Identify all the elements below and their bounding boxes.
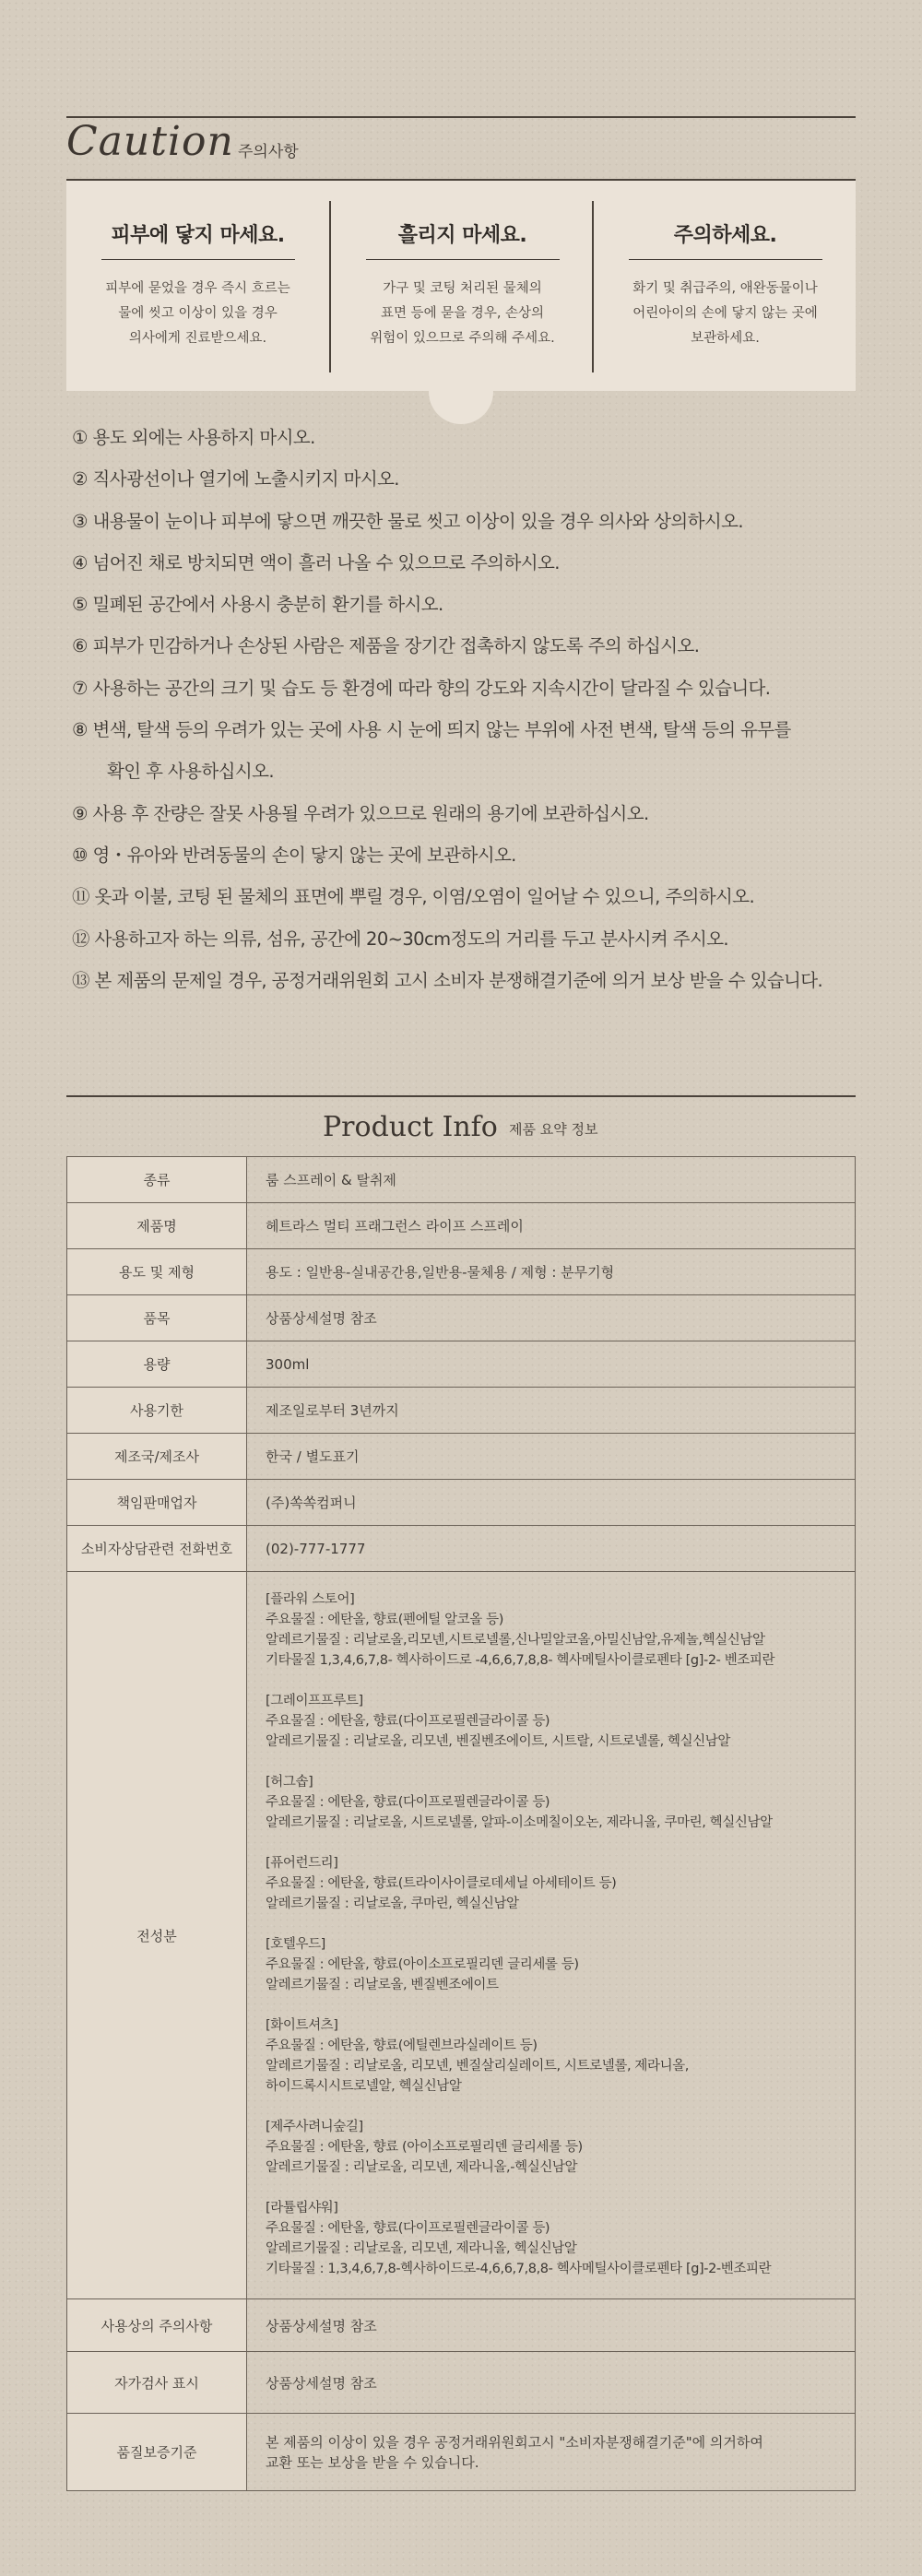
caution-notes-list bbox=[72, 417, 883, 1001]
note-item: ⑪ 옷과 이불, 코팅 된 물체의 표면에 뿌릴 경우, 이염/오염이 일어날 수 있으니, 주의하시오. bbox=[72, 886, 755, 908]
row-value: 상품상세설명 참조 bbox=[247, 2299, 856, 2352]
heading-underline bbox=[629, 259, 822, 260]
row-key: 용량 bbox=[67, 1341, 247, 1388]
ingredient-line: 주요물질 : 에탄올, 향료(다이프로필렌글라이콜 등) bbox=[266, 1714, 550, 1729]
ingredient-group bbox=[266, 1853, 854, 1914]
row-key: 품질보증기준 bbox=[67, 2414, 247, 2491]
ingredient-group bbox=[266, 2198, 854, 2279]
row-value: 상품상세설명 참조 bbox=[247, 1295, 856, 1341]
row-value: (02)-777-1777 bbox=[247, 1526, 856, 1572]
heading-underline bbox=[366, 259, 560, 260]
ingredient-line: [플라워 스토어] bbox=[266, 1592, 355, 1607]
table-row bbox=[67, 1526, 856, 1572]
row-key: 종류 bbox=[67, 1157, 247, 1203]
ingredient-group bbox=[266, 2015, 854, 2097]
table-row bbox=[67, 1480, 856, 1526]
ingredient-line: [제주사려니숲길] bbox=[266, 2120, 363, 2134]
product-info-subtitle: 제품 요약 정보 bbox=[509, 1121, 598, 1138]
row-value: 본 제품의 이상이 있을 경우 공정거래위원회고시 "소비자분쟁해결기준"에 의거하여 교환 또는 보상을 받을 수 있습니다. bbox=[247, 2414, 856, 2491]
caution-body: 화기 및 취급주의, 애완동물이나 어린아이의 손에 닿지 않는 곳에 보관하세요. bbox=[632, 281, 818, 346]
product-info-title: Product Info bbox=[323, 1111, 498, 1143]
note-item: ⑦ 사용하는 공간의 크기 및 습도 등 환경에 따라 향의 강도와 지속시간이 달라질 수 있습니다. bbox=[72, 677, 771, 699]
ingredient-line: 알레르기물질 : 리날로올, 벤질벤조에이트 bbox=[266, 1978, 499, 1992]
row-value: 헤트라스 멀티 프래그런스 라이프 스프레이 bbox=[247, 1203, 856, 1249]
row-key: 자가검사 표시 bbox=[67, 2352, 247, 2414]
note-item: ⑫ 사용하고자 하는 의류, 섬유, 공간에 20~30cm정도의 거리를 두고 분사시켜 주시오. bbox=[72, 928, 729, 950]
product-info-rule bbox=[66, 1095, 856, 1097]
ingredient-line: 주요물질 : 에탄올, 향료 (아이소프로필리덴 글리세롤 등) bbox=[266, 2140, 583, 2155]
table-row bbox=[67, 1434, 856, 1480]
caution-col-careful bbox=[594, 181, 857, 391]
row-key: 용도 및 제형 bbox=[67, 1249, 247, 1295]
table-row bbox=[67, 2352, 856, 2414]
row-key: 책임판매업자 bbox=[67, 1480, 247, 1526]
heading-underline bbox=[101, 259, 295, 260]
ingredient-line: 주요물질 : 에탄올, 향료(에틸렌브라실레이트 등) bbox=[266, 2038, 538, 2053]
ingredient-group bbox=[266, 2117, 854, 2178]
row-key: 제조국/제조사 bbox=[67, 1434, 247, 1480]
ingredient-line: 알레르기물질 : 리날로올, 리모넨, 제라니올, 헥실신남알 bbox=[266, 2241, 577, 2256]
row-value: 제조일로부터 3년까지 bbox=[247, 1388, 856, 1434]
table-row bbox=[67, 1249, 856, 1295]
caution-body: 가구 및 코팅 처리된 물체의 표면 등에 묻을 경우, 손상의 위험이 있으므로 주의해 주세요. bbox=[370, 281, 555, 346]
row-key: 사용상의 주의사항 bbox=[67, 2299, 247, 2352]
ingredient-line: 알레르기물질 : 리날로올, 쿠마린, 헥실신남알 bbox=[266, 1897, 519, 1911]
row-key: 사용기한 bbox=[67, 1388, 247, 1434]
table-row bbox=[67, 1157, 856, 1203]
table-row bbox=[67, 2299, 856, 2352]
row-value: 상품상세설명 참조 bbox=[247, 2352, 856, 2414]
note-item: ⑤ 밀폐된 공간에서 사용시 충분히 환기를 하시오. bbox=[72, 594, 443, 616]
ingredient-line: 알레르기물질 : 리날로올, 리모넨, 제라니올,-헥실신남알 bbox=[266, 2160, 578, 2175]
ingredient-group bbox=[266, 1691, 854, 1752]
note-text: ⑧ 변색, 탈색 등의 우려가 있는 곳에 사용 시 눈에 띄지 않는 부위에 사전 변색, 탈색 등의 유무를 bbox=[72, 719, 791, 741]
note-item: ⑨ 사용 후 잔량은 잘못 사용될 우려가 있으므로 원래의 용기에 보관하십시오. bbox=[72, 802, 649, 824]
row-value: 한국 / 별도표기 bbox=[247, 1434, 856, 1480]
ingredient-line: 주요물질 : 에탄올, 향료(펜에틸 알코올 등) bbox=[266, 1613, 503, 1627]
ingredient-group bbox=[266, 1772, 854, 1833]
table-row bbox=[67, 1341, 856, 1388]
caution-heading: 주의하세요. bbox=[673, 224, 777, 247]
ingredient-line: 기타물질 1,3,4,6,7,8- 헥사하이드로 -4,6,6,7,8,8- 헥사메틸사이클로펜타 [g]-2- 벤조피란 bbox=[266, 1653, 775, 1668]
ingredient-line: 알레르기물질 : 리날로올, 리모넨, 벤질살리실레이트, 시트로넬롤, 제라니올, bbox=[266, 2059, 689, 2074]
ingredient-line: 하이드록시시트로넬알, 헥실신남알 bbox=[266, 2079, 462, 2094]
row-key: 전성분 bbox=[67, 1572, 247, 2299]
table-row bbox=[67, 1203, 856, 1249]
caution-heading: 흘리지 마세요. bbox=[397, 224, 527, 247]
ingredient-line: 기타물질 : 1,3,4,6,7,8-헥사하이드로-4,6,6,7,8,8- 헥사메틸사이클로펜타 [g]-2-벤조피란 bbox=[266, 2262, 772, 2276]
product-info-table bbox=[66, 1156, 856, 2491]
ingredient-line: [퓨어런드리] bbox=[266, 1856, 338, 1871]
ingredient-line: 주요물질 : 에탄올, 향료(다이프로필렌글라이콜 등) bbox=[266, 1795, 550, 1810]
row-value: 룸 스프레이 & 탈취제 bbox=[247, 1157, 856, 1203]
ingredient-line: [그레이프프루트] bbox=[266, 1694, 363, 1708]
note-item: ③ 내용물이 눈이나 피부에 닿으면 깨끗한 물로 씻고 이상이 있을 경우 의사와 상의하시오. bbox=[72, 510, 743, 532]
row-key: 제품명 bbox=[67, 1203, 247, 1249]
ingredient-line: 알레르기물질 : 리날로올, 시트로넬롤, 알파-이소메칠이오논, 제라니올, 쿠마린, 헥실신남알 bbox=[266, 1815, 773, 1830]
note-item: ① 용도 외에는 사용하지 마시오. bbox=[72, 427, 315, 448]
caution-box bbox=[66, 181, 856, 391]
row-value: 300ml bbox=[247, 1341, 856, 1388]
row-key: 품목 bbox=[67, 1295, 247, 1341]
table-row bbox=[67, 2414, 856, 2491]
ingredient-group bbox=[266, 1589, 854, 1671]
ingredient-line: [화이트셔츠] bbox=[266, 2018, 338, 2033]
ingredient-line: [호텔우드] bbox=[266, 1937, 325, 1952]
note-item: ⑥ 피부가 민감하거나 손상된 사람은 제품을 장기간 접촉하지 않도록 주의 하십시오. bbox=[72, 635, 700, 657]
ingredient-line: [허그솝] bbox=[266, 1775, 313, 1790]
note-text-continued: 확인 후 사용하십시오. bbox=[107, 761, 274, 783]
caution-col-spill bbox=[331, 181, 594, 391]
ingredient-line: 주요물질 : 에탄올, 향료(트라이사이클로데세닐 아세테이트 등) bbox=[266, 1876, 617, 1891]
note-item: ② 직사광선이나 열기에 노출시키지 마시오. bbox=[72, 468, 399, 490]
row-key: 소비자상담관련 전화번호 bbox=[67, 1526, 247, 1572]
ingredient-line: 주요물질 : 에탄올, 향료(아이소프로필리덴 글리세롤 등) bbox=[266, 1957, 579, 1972]
ingredient-group bbox=[266, 1934, 854, 1995]
caution-title: Caution bbox=[66, 118, 234, 165]
table-row bbox=[67, 1388, 856, 1434]
caution-heading: 피부에 닿지 마세요. bbox=[111, 224, 285, 247]
ingredient-line: [라튤립샤워] bbox=[266, 2201, 338, 2216]
ingredient-line: 주요물질 : 에탄올, 향료(다이프로필렌글라이콜 등) bbox=[266, 2221, 550, 2236]
table-row bbox=[67, 1295, 856, 1341]
note-item: ④ 넘어진 채로 방치되면 액이 흘러 나올 수 있으므로 주의하시오. bbox=[72, 551, 560, 573]
note-item bbox=[72, 709, 883, 793]
ingredient-line: 알레르기물질 : 리날로올,리모넨,시트로넬롤,신나밀알코올,아밀신남알,유제놀,헥실신남알 bbox=[266, 1633, 765, 1648]
row-value: (주)쏙쏙컴퍼니 bbox=[247, 1480, 856, 1526]
table-row-ingredients bbox=[67, 1572, 856, 2299]
note-item: ⑩ 영・유아와 반려동물의 손이 닿지 않는 곳에 보관하시오. bbox=[72, 844, 516, 866]
note-item: ⑬ 본 제품의 문제일 경우, 공정거래위원회 고시 소비자 분쟁해결기준에 의거 보상 받을 수 있습니다. bbox=[72, 969, 823, 991]
row-value: 용도 : 일반용-실내공간용,일반용-물체용 / 제형 : 분무기형 bbox=[247, 1249, 856, 1295]
caution-subtitle: 주의사항 bbox=[238, 143, 299, 161]
caution-col-skin bbox=[66, 181, 329, 391]
ingredients-cell bbox=[247, 1572, 856, 2299]
caution-body: 피부에 묻었을 경우 즉시 흐르는 물에 씻고 이상이 있을 경우 의사에게 진료받으세요. bbox=[105, 281, 290, 346]
ingredient-line: 알레르기물질 : 리날로올, 리모넨, 벤질벤조에이트, 시트랄, 시트로넬롤, 헥실신남알 bbox=[266, 1734, 731, 1749]
